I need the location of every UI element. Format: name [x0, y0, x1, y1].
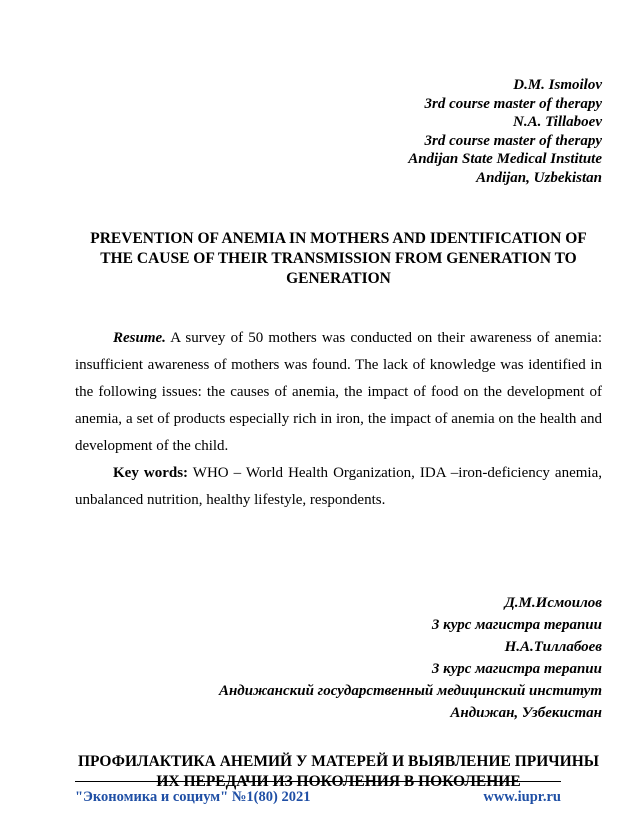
author-line: Андижан, Узбекистан: [450, 705, 602, 721]
keywords-label: Key words:: [113, 465, 189, 481]
keywords-text: WHO – World Health Organization, IDA –iron-deficiency anemia, unbalanced nutrition, healthy lifestyle, respondents.: [75, 465, 602, 508]
author-line: Andijan State Medical Institute: [408, 151, 602, 167]
journal-issue: "Экономика и социум" №1(80) 2021: [75, 789, 311, 805]
author-line: 3rd course master of therapy: [424, 132, 602, 149]
authors-en-block: [75, 76, 602, 187]
authors-ru-block: [75, 592, 602, 724]
abstract-label: Resume.: [113, 330, 166, 346]
page-footer: [75, 781, 561, 806]
title-en: PREVENTION OF ANEMIA IN MOTHERS AND IDENTIFICATION OF THE CAUSE OF THEIR TRANSMISSION FROM GENERATION TO GENERATION: [90, 230, 587, 287]
author-line: Д.М.Исмоилов: [504, 595, 602, 611]
abstract-text: A survey of 50 mothers was conducted on their awareness of anemia: insufficient awareness of mothers was found. The lack of knowledge was identified in the following issues: the causes of anemia, the impact of food on the development of anemia, a set of products especially rich in iron, the impact of anemia on the health and development of the child.: [75, 330, 602, 454]
author-line: 3rd course master of therapy: [424, 95, 602, 112]
footer-row: [75, 789, 561, 806]
author-line: Андижанский государственный медицинский институт: [218, 683, 602, 699]
title-ru: ПРОФИЛАКТИКА АНЕМИЙ У МАТЕРЕЙ И ВЫЯВЛЕНИЕ ПРИЧИНЫ ИХ ПЕРЕДАЧИ ИЗ ПОКОЛЕНИЯ В ПОКОЛЕНИЕ: [78, 753, 599, 790]
author-line: N.A. Tillaboev: [512, 114, 602, 130]
keywords-paragraph: [75, 460, 602, 514]
author-line: Andijan, Uzbekistan: [476, 169, 602, 186]
footer-divider: [75, 781, 561, 782]
author-line: 3 курс магистра терапии: [431, 661, 602, 677]
author-line: 3 курс магистра терапии: [431, 617, 602, 633]
journal-website-link[interactable]: www.iupr.ru: [483, 789, 561, 805]
author-line: Н.А.Тиллабоев: [504, 639, 602, 655]
abstract-paragraph: [75, 325, 602, 460]
author-line: D.M. Ismoilov: [513, 77, 602, 93]
